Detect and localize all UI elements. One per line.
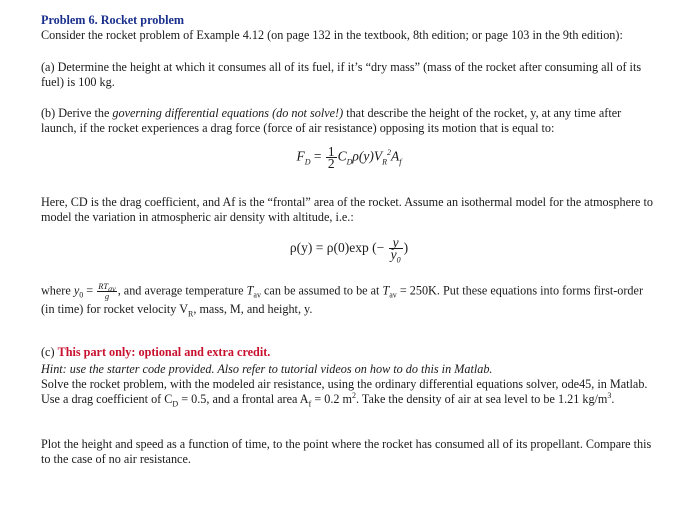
part-b-rest: that describe the height of the rocket, y, at any time after launch, if the rocket experiences a drag force (force of air resistance) opposing its motion that is equal to: xyxy=(41,106,622,135)
part-b-lead: (b) Derive the xyxy=(41,106,110,120)
y-over-y0-fraction: $\frac{y}{y_0}$ xyxy=(390,235,401,265)
part-b-emphasis: governing differential equations (do not solve!) xyxy=(112,106,344,120)
drag-force-equation: $F_D$ = $\frac{1}{2}$ $C_D\rho(y)V_R^2A_f$ xyxy=(296,144,402,171)
part-c-plot-instructions: Plot the height and speed as a function of time, to the point where the rocket has consumed all of its propellant. Compare this to the case of no air resistance. xyxy=(41,437,652,466)
part-a-text: (a) Determine the height at which it consumes all of its fuel, if it’s “dry mass” (mass of the rocket after consuming all of its fuel) is 100 kg. xyxy=(41,60,642,89)
problem-intro: Consider the rocket problem of Example 4.12 (on page 132 in the textbook, 8th edition; or page 103 in the 9th edition): xyxy=(41,28,623,42)
part-c-hint: Hint: use the starter code provided. Also refer to tutorial videos on how to do this in Matlab. xyxy=(41,362,493,376)
part-b-where-text: where $y_0$ = $\frac{RT_{av}}{g}$ , and average temperature $T_{av}$ can be assumed to be at $T_{av} = 250K$. Put these equations into forms first-order (in time) for rocket velocity $V_R$, mass, M, and height, y. xyxy=(41,281,643,319)
rt-over-g-fraction: $\frac{RT_{av}}{g}$ xyxy=(98,281,116,301)
problem-title: Problem 6. Rocket problem xyxy=(41,13,185,27)
part-c-heading: (c) This part only: optional and extra credit. xyxy=(41,345,271,359)
part-c-body: Solve the rocket problem, with the modeled air resistance, using the ordinary differential equations solver, ode45, in Matlab. Use a drag coefficient of $C_D = 0.5$, and a frontal area $A_f = 0.2$ $m^2$. Take the density of air at sea level to be 1.21 $kg/m^3$. xyxy=(41,377,648,409)
density-equation: ρ(y) = ρ(0)exp (− $\frac{y}{y_0}$ ) xyxy=(289,235,409,265)
part-b-text xyxy=(41,106,657,136)
part-b-paragraph-2: Here, CD is the drag coefficient, and Af is the “frontal” area of the rocket. Assume an isothermal model for the atmosphere to model the variation in atmospheric air density with altitude, i.e.: xyxy=(41,195,653,224)
extra-credit-note: This part only: optional and extra credit. xyxy=(57,345,271,359)
half-fraction: $\frac{1}{2}$ xyxy=(327,144,335,171)
